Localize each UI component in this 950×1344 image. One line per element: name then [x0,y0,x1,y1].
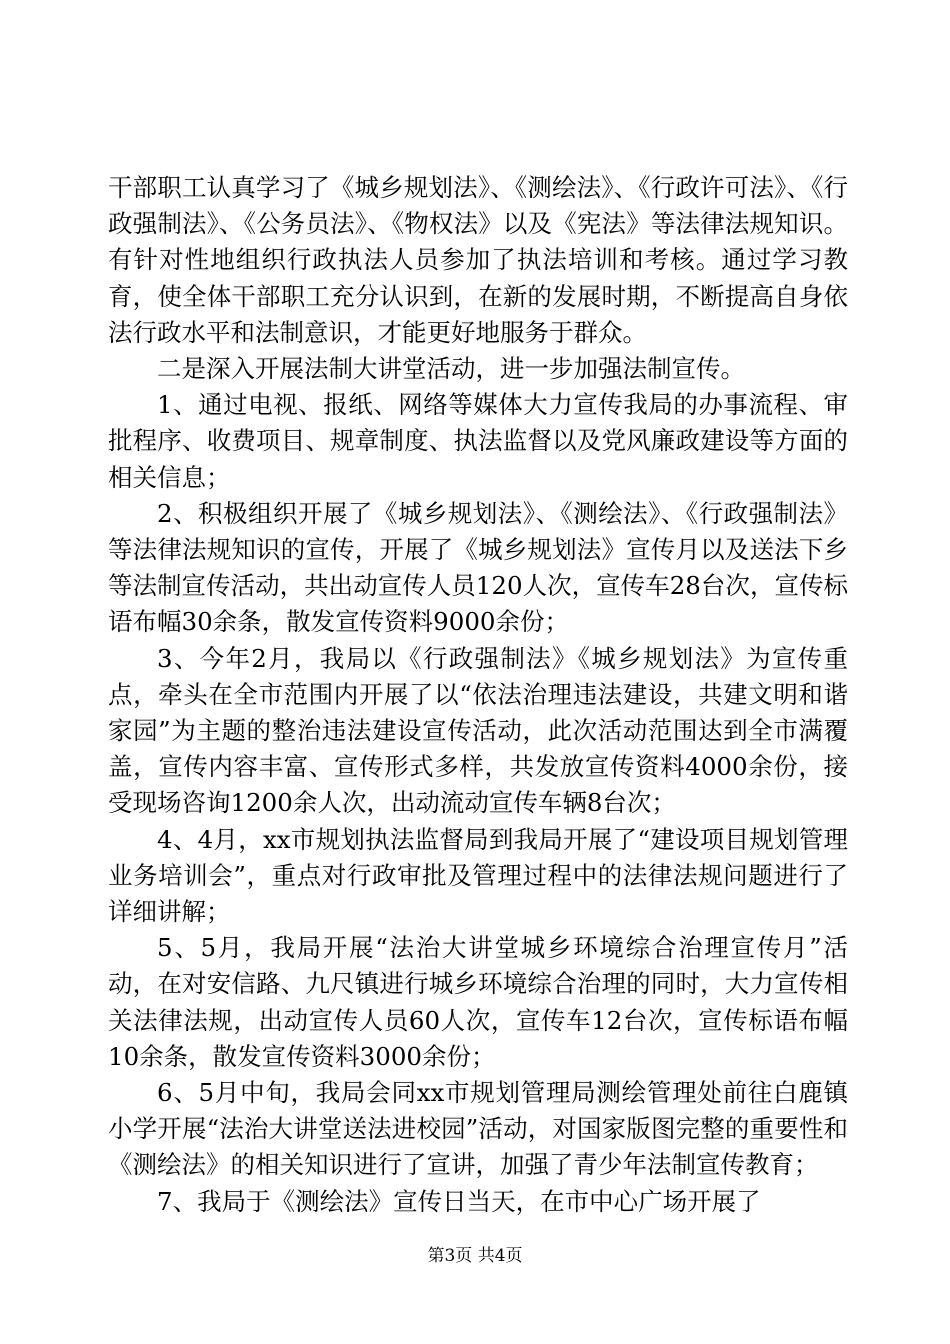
paragraph-heading-two: 二是深入开展法制大讲堂活动，进一步加强法制宣传。 [157,354,745,384]
paragraph-item-7: 7、我局于《测绘法》宣传日当天，在市中心广场开展了 [157,1186,761,1216]
page-number-label: 第3页 共4页 [427,1246,523,1266]
paragraph-item-1: 1、通过电视、报纸、网络等媒体大力宣传我局的办事流程、审批程序、收费项目、规章制度、执法监督以及党风廉政建设等方面的相关信息； [108,390,848,492]
paragraph-item-5: 5、5月，我局开展“法治大讲堂城乡环境综合治理宣传月”活动，在对安信路、九尺镇进行城乡环境综合治理的同时，大力宣传相关法律法规，出动宣传人员60人次，宣传车12台次，宣传标语布幅10余条，散发宣传资料3000余份； [108,933,848,1071]
paragraph-item-6: 6、5月中旬，我局会同xx市规划管理局测绘管理处前往白鹿镇小学开展“法治大讲堂送法进校园”活动，对国家版图完整的重要性和《测绘法》的相关知识进行了宣讲，加强了青少年法制宣传教育； [108,1078,848,1180]
paragraph-continuation: 干部职工认真学习了《城乡规划法》、《测绘法》、《行政许可法》、《行政强制法》、《公务员法》、《物权法》以及《宪法》等法律法规知识。有针对性地组织行政执法人员参加了执法培训和考核。通过学习教育，使全体干部职工充分认识到，在新的发展时期，不断提高自身依法行政水平和法制意识，才能更好地服务于群众。 [108,173,848,347]
paragraph-item-4: 4、4月，xx市规划执法监督局到我局开展了“建设项目规划管理业务培训会”，重点对行政审批及管理过程中的法律法规问题进行了详细讲解； [108,824,848,927]
page-footer [0,1245,950,1267]
paragraph-item-2: 2、积极组织开展了《城乡规划法》、《测绘法》、《行政强制法》等法律法规知识的宣传，开展了《城乡规划法》宣传月以及送法下乡等法制宣传活动，共出动宣传人员120人次，宣传车28台次，宣传标语布幅30余条，散发宣传资料9000余份； [108,498,848,637]
paragraph-item-3: 3、今年2月，我局以《行政强制法》《城乡规划法》为宣传重点，牵头在全市范围内开展了以“依法治理违法建设，共建文明和谐家园”为主题的整治违法建设宣传活动，此次活动范围达到全市满覆盖，宣传内容丰富、宣传形式多样，共发放宣传资料4000余份，接受现场咨询1200余人次，出动流动宣传车辆8台次； [108,643,848,818]
document-body [108,170,848,1220]
